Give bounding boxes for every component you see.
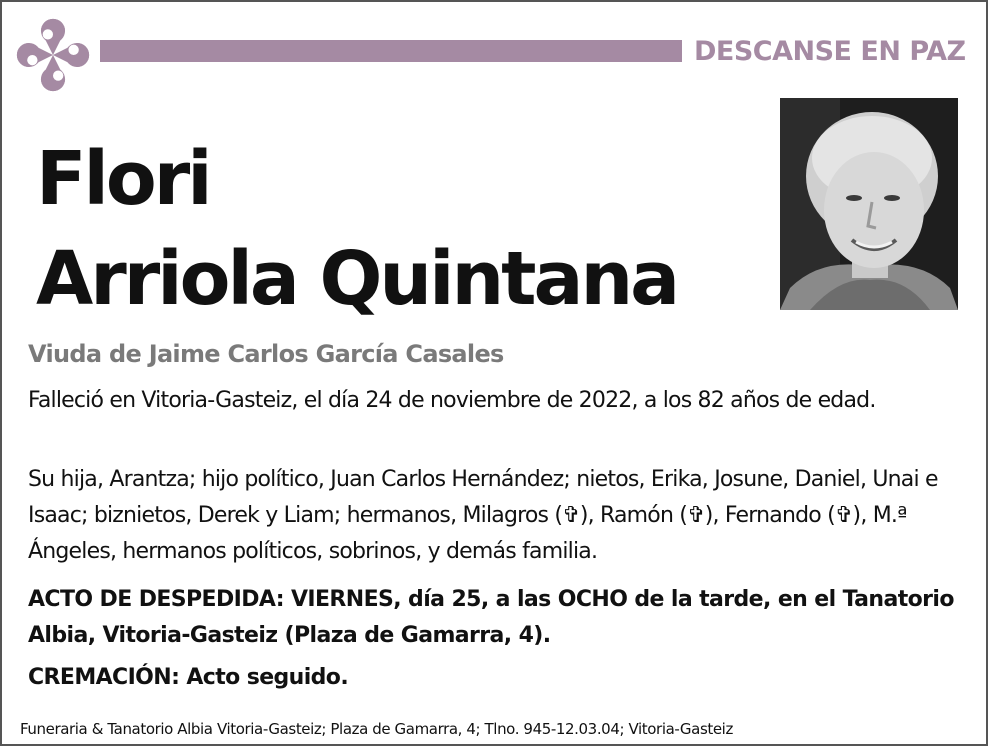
portrait-image [780, 98, 958, 310]
header-title: DESCANSE EN PAZ [694, 36, 966, 67]
subtitle-widow-of: Viuda de Jaime Carlos García Casales [28, 340, 504, 368]
family-text: Su hija, Arantza; hijo político, Juan Carlos Hernández; nietos, Erika, Josune, Daniel, Unai e Isaac; biznietos, Derek y Liam; hermanos, Milagros (✞), Ramón (✞), Fernando (✞), M.ª Ángeles, hermanos políticos, sobrinos, y demás familia. [28, 467, 938, 564]
funeral-home-footer: Funeraria & Tanatorio Albia Vitoria-Gasteiz; Plaza de Gamarra, 4; Tlno. 945-12.03.04; Vitoria-Gasteiz [20, 720, 733, 738]
deceased-first-name: Flori [36, 136, 210, 222]
farewell-text: ACTO DE DESPEDIDA: VIERNES, día 25, a las OCHO de la tarde, en el Tanatorio Albia, Vitoria-Gasteiz (Plaza de Gamarra, 4). [28, 587, 954, 648]
death-notice-text: Falleció en Vitoria-Gasteiz, el día 24 de noviembre de 2022, a los 82 años de edad. [28, 388, 876, 413]
lauburu-icon [10, 12, 96, 98]
header-bar [100, 40, 682, 62]
cremation-text: CREMACIÓN: Acto seguido. [28, 665, 349, 690]
deceased-surnames: Arriola Quintana [36, 236, 678, 322]
portrait-photo [780, 98, 958, 310]
